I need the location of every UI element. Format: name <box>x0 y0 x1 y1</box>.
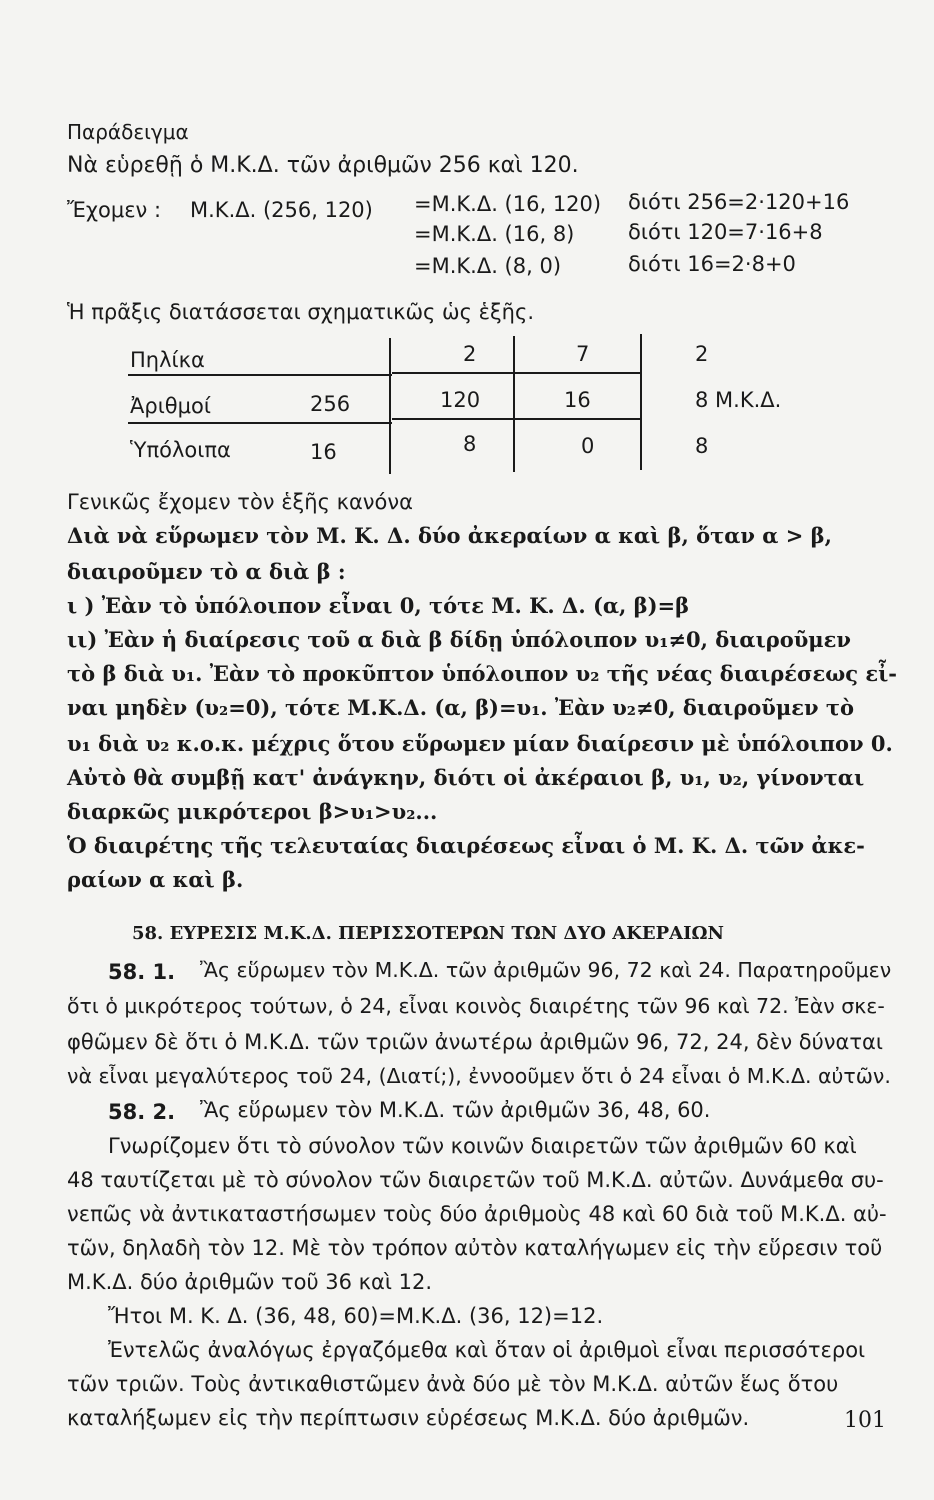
rule-line: Ὁ διαιρέτης τῆς τελευταίας διαιρέσεως εἶναι ὁ Μ. Κ. Δ. τῶν ἀκε- <box>67 833 865 858</box>
paragraph-line: φθῶμεν δὲ ὅτι ὁ Μ.Κ.Δ. τῶν τριῶν ἀνωτέρω ἀριθμῶν 96, 72, 24, δὲν δύναται <box>67 1030 883 1054</box>
quotient-cell: 2 <box>695 342 709 366</box>
paragraph-number: 58. 2. <box>108 1100 176 1124</box>
paragraph-line: Ἐντελῶς ἀναλόγως ἐργαζόμεθα καὶ ὅταν οἱ ἀριθμοὶ εἶναι περισσότεροι <box>108 1338 866 1362</box>
table-divider <box>513 336 515 472</box>
rule-line: ραίων α καὶ β. <box>67 867 244 892</box>
paragraph-line: τῶν τριῶν. Τοὺς ἀντικαθιστῶμεν ἀνὰ δύο μὲ τὸν Μ.Κ.Δ. αὐτῶν ἕως ὅτου <box>67 1372 839 1396</box>
paragraph-line: νὰ εἶναι μεγαλύτερος τοῦ 24, (Διατί;), ἐννοοῦμεν ὅτι ὁ 24 εἶναι ὁ Μ.Κ.Δ. αὐτῶν. <box>67 1064 891 1088</box>
paragraph-line: καταλήξωμεν εἰς τὴν περίπτωσιν εὑρέσεως Μ.Κ.Δ. δύο ἀριθμῶν. <box>67 1406 750 1430</box>
eq-rhs-3: =Μ.Κ.Δ. (8, 0) <box>414 254 562 278</box>
paragraph-line: Ἂς εὕρωμεν τὸν Μ.Κ.Δ. τῶν ἀριθμῶν 36, 48, 60. <box>200 1098 711 1122</box>
paragraph-line: νεπῶς νὰ ἀντικαταστήσωμεν τοὺς δύο ἀριθμοὺς 48 καὶ 60 διὰ τοῦ Μ.Κ.Δ. αὐ- <box>67 1202 887 1226</box>
table-divider <box>389 338 391 474</box>
rule-line: ι ) Ἐὰν τὸ ὑπόλοιπον εἶναι 0, τότε Μ. Κ. Δ. (α, β)=β <box>67 593 690 618</box>
row-label-numbers: Ἀριθμοί <box>130 394 211 418</box>
eq-why-1: διότι 256=2·120+16 <box>628 190 850 214</box>
paragraph-line: Ἂς εὕρωμεν τὸν Μ.Κ.Δ. τῶν ἀριθμῶν 96, 72 καὶ 24. Παρατηροῦμεν <box>200 958 892 982</box>
eq-why-2: διότι 120=7·16+8 <box>628 220 823 244</box>
table-rule <box>392 418 642 420</box>
table-rule <box>128 374 392 376</box>
paragraph-line: Μ.Κ.Δ. δύο ἀριθμῶν τοῦ 36 καὶ 12. <box>67 1270 433 1294</box>
paragraph-line: Γνωρίζομεν ὅτι τὸ σύνολον τῶν κοινῶν διαιρετῶν τῶν ἀριθμῶν 60 καὶ <box>108 1134 857 1158</box>
table-rule <box>392 372 642 374</box>
remainder-cell: 0 <box>581 434 595 458</box>
section-heading: 58. ΕΥΡΕΣΙΣ Μ.Κ.Δ. ΠΕΡΙΣΣΟΤΕΡΩΝ ΤΩΝ ΔΥΟ ΑΚΕΡΑΙΩΝ <box>132 923 724 944</box>
example-title: Παράδειγμα <box>67 120 189 144</box>
rule-line: διαρκῶς μικρότεροι β>υ₁>υ₂... <box>67 799 438 824</box>
eq-lhs-1: Μ.Κ.Δ. (256, 120) <box>190 198 373 222</box>
number-cell: 16 <box>564 388 591 412</box>
paragraph-line: ὅτι ὁ μικρότερος τούτων, ὁ 24, εἶναι κοινὸς διαιρέτης τῶν 96 καὶ 72. Ἐὰν σκε- <box>67 994 885 1018</box>
rule-line: ναι μηδὲν (υ₂=0), τότε Μ.Κ.Δ. (α, β)=υ₁. Ἐὰν υ₂≠0, διαιροῦμεν τὸ <box>67 695 855 720</box>
rule-line: Διὰ νὰ εὕρωμεν τὸν Μ. Κ. Δ. δύο ἀκεραίων α καὶ β, ὅταν α > β, <box>67 523 832 548</box>
remainder-cell: 8 <box>463 432 477 456</box>
rule-line: Αὐτὸ θὰ συμβῇ κατ' ἀνάγκην, διότι οἱ ἀκέραιοι β, υ₁, υ₂, γίνονται <box>67 765 865 790</box>
example-statement: Νὰ εὑρεθῇ ὁ Μ.Κ.Δ. τῶν ἀριθμῶν 256 καὶ 120. <box>67 153 579 178</box>
eq-why-3: διότι 16=2·8+0 <box>628 252 796 276</box>
have-label: Ἔχομεν : <box>67 198 162 222</box>
row-label-quotients: Πηλίκα <box>130 348 205 372</box>
paragraph-number: 58. 1. <box>108 960 176 984</box>
scheme-intro: Ἡ πρᾶξις διατάσσεται σχηματικῶς ὡς ἑξῆς. <box>67 300 534 324</box>
page-number: 101 <box>844 1408 886 1433</box>
rule-line: τὸ β διὰ υ₁. Ἐὰν τὸ προκῦπτον ὑπόλοιπον υ₂ τῆς νέας διαιρέσεως εἶ- <box>67 661 898 686</box>
rule-line: υ₁ διὰ υ₂ κ.ο.κ. μέχρις ὅτου εὕρωμεν μίαν διαίρεσιν μὲ ὑπόλοιπον 0. <box>67 731 893 756</box>
eq-rhs-1: =Μ.Κ.Δ. (16, 120) <box>414 192 602 216</box>
rule-intro: Γενικῶς ἔχομεν τὸν ἑξῆς κανόνα <box>67 490 413 514</box>
paragraph-line: 48 ταυτίζεται μὲ τὸ σύνολον τῶν διαιρετῶν τοῦ Μ.Κ.Δ. αὐτῶν. Δυνάμεθα συ- <box>67 1168 884 1192</box>
row-label-remainders: Ὑπόλοιπα <box>130 438 231 462</box>
rule-line: ιι) Ἐὰν ἡ διαίρεσις τοῦ α διὰ β δίδῃ ὑπόλοιπον υ₁≠0, διαιροῦμεν <box>67 627 852 652</box>
number-cell: 256 <box>310 392 351 416</box>
table-rule <box>128 422 392 424</box>
quotient-cell: 2 <box>463 342 477 366</box>
rule-line: διαιροῦμεν τὸ α διὰ β : <box>67 559 346 584</box>
remainder-cell: 16 <box>310 440 337 464</box>
remainder-cell: 8 <box>695 434 709 458</box>
number-cell: 120 <box>440 388 481 412</box>
paragraph-line: Ἤτοι Μ. Κ. Δ. (36, 48, 60)=Μ.Κ.Δ. (36, 12)=12. <box>108 1304 604 1328</box>
table-divider <box>640 334 642 470</box>
number-cell: 8 Μ.Κ.Δ. <box>695 388 782 412</box>
quotient-cell: 7 <box>576 342 590 366</box>
eq-rhs-2: =Μ.Κ.Δ. (16, 8) <box>414 222 575 246</box>
paragraph-line: τῶν, δηλαδὴ τὸν 12. Μὲ τὸν τρόπον αὐτὸν καταλήγωμεν εἰς τὴν εὕρεσιν τοῦ <box>67 1236 883 1260</box>
